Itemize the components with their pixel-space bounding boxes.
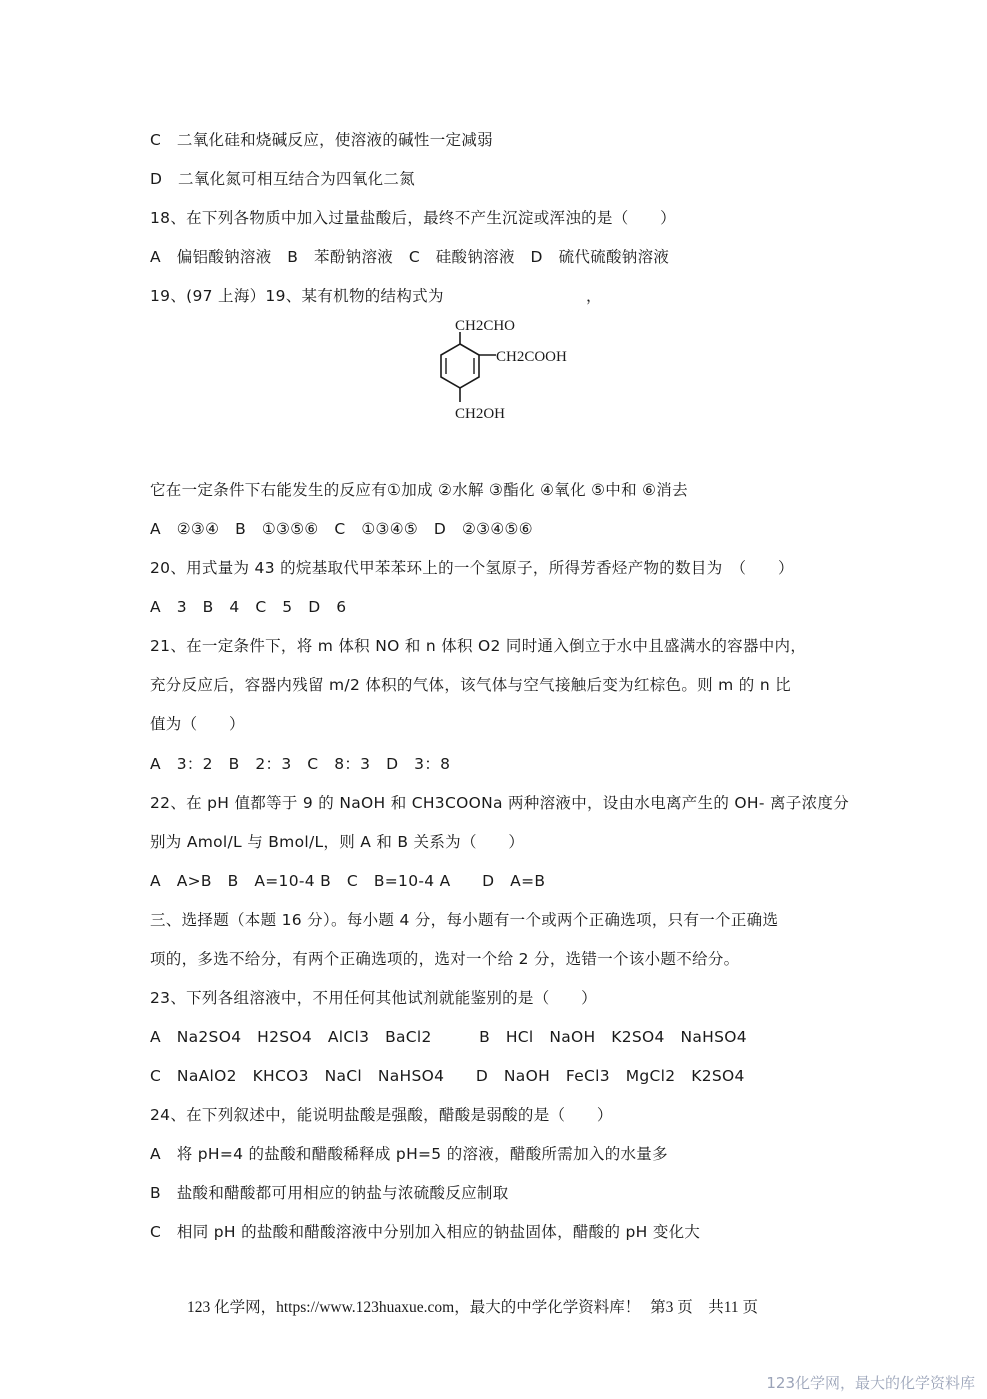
question-23-options-ab: A Na2SO4 H2SO4 AlCl3 BaCl2 B HCl NaOH K2SO4 NaHSO4 (150, 1028, 747, 1046)
page-footer (187, 1295, 764, 1317)
q17c-line: C 二氧化硅和烧碱反应，使溶液的碱性一定减弱 (150, 131, 493, 149)
question-20: 20、用式量为 43 的烷基取代甲苯苯环上的一个氢原子，所得芳香烃产物的数目为 （ ） (150, 559, 794, 577)
question-19-reactions: 它在一定条件下右能发生的反应有①加成 ②水解 ③酯化 ④氧化 ⑤中和 ⑥消去 (150, 481, 688, 499)
footer-site: 123 化学网，https://www.123huaxue.com，最大的中学化学资料库！ (187, 1299, 641, 1316)
question-21-options: A 3：2 B 2：3 C 8：3 D 3：8 (150, 755, 451, 773)
question-22-line2: 别为 Amol/L 与 Bmol/L，则 A 和 B 关系为（ ） (150, 833, 525, 851)
group-bottom: CH2OH (455, 406, 506, 422)
question-24-option-b: B 盐酸和醋酸都可用相应的钠盐与浓硫酸反应制取 (150, 1184, 509, 1202)
question-21-line3: 值为（ ） (150, 715, 245, 733)
question-23-options-cd: C NaAlO2 KHCO3 NaCl NaHSO4 D NaOH FeCl3 MgCl2 K2SO4 (150, 1067, 745, 1085)
question-19: 19、(97 上海）19、某有机物的结构式为 ， (150, 287, 602, 305)
question-21-line2: 充分反应后，容器内残留 m/2 体积的气体，该气体与空气接触后变为红棕色。则 m 的 n 比 (150, 676, 791, 694)
question-23: 23、下列各组溶液中，不用任何其他试剂就能鉴别的是（ ） (150, 989, 597, 1007)
group-top: CH2CHO (455, 318, 516, 334)
question-20-options: A 3 B 4 C 5 D 6 (150, 598, 347, 616)
question-22-options: A A>B B A=10-4 B C B=10-4 A D A=B (150, 872, 546, 890)
footer-page-number: 第3 页 共11 页 (650, 1299, 759, 1316)
group-right: CH2COOH (496, 349, 567, 365)
question-18-options: A 偏铝酸钠溶液 B 苯酚钠溶液 C 硅酸钠溶液 D 硫代硫酸钠溶液 (150, 248, 670, 266)
q17d-line: D 二氧化氮可相互结合为四氧化二氮 (150, 170, 416, 188)
question-21-line1: 21、在一定条件下，将 m 体积 NO 和 n 体积 O2 同时通入倒立于水中且盛满水的容器中内， (150, 637, 807, 655)
question-24-option-a: A 将 pH=4 的盐酸和醋酸稀释成 pH=5 的溶液，醋酸所需加入的水量多 (150, 1145, 668, 1163)
watermark: 123化学网，最大的化学资料库 (766, 1374, 975, 1392)
section-3-line1: 三、选择题（本题 16 分）。每小题 4 分，每小题有一个或两个正确选项，只有一个正确选 (150, 911, 779, 929)
question-19-options: A ②③④ B ①③⑤⑥ C ①③④⑤ D ②③④⑤⑥ (150, 520, 533, 538)
question-22-line1: 22、在 pH 值都等于 9 的 NaOH 和 CH3COONa 两种溶液中，设由水电离产生的 OH- 离子浓度分 (150, 794, 850, 812)
section-3-line2: 项的，多选不给分，有两个正确选项的，选对一个给 2 分，选错一个该小题不给分。 (150, 950, 740, 968)
structural-formula (430, 312, 590, 427)
question-24: 24、在下列叙述中，能说明盐酸是强酸，醋酸是弱酸的是（ ） (150, 1106, 613, 1124)
question-24-option-c: C 相同 pH 的盐酸和醋酸溶液中分别加入相应的钠盐固体，醋酸的 pH 变化大 (150, 1223, 701, 1241)
question-18: 18、在下列各物质中加入过量盐酸后，最终不产生沉淀或浑浊的是（ ） (150, 209, 676, 227)
